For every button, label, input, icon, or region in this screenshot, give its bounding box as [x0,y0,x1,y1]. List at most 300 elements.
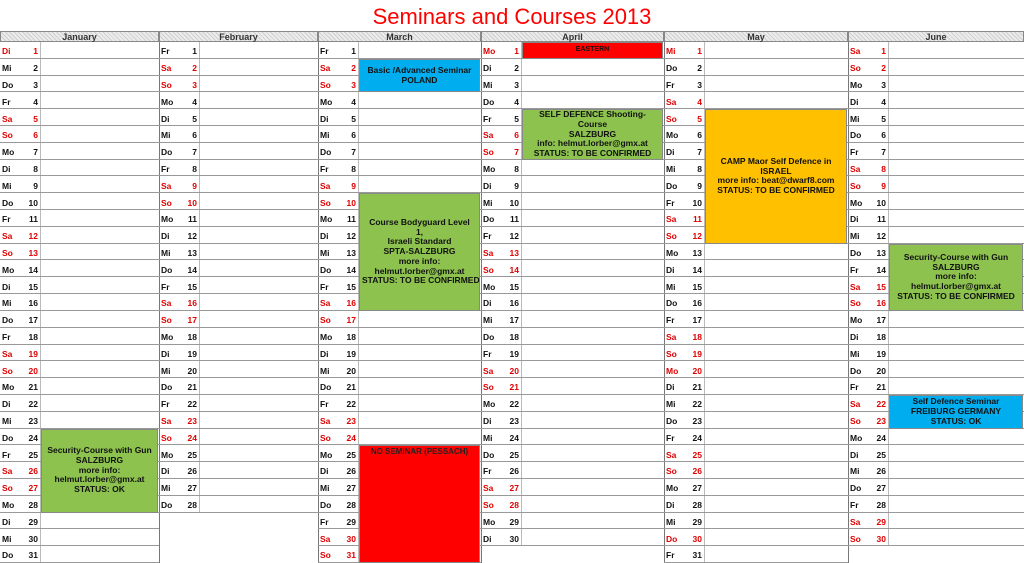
day-divider [40,210,41,226]
weekday-label: Di [2,163,11,174]
day-divider [521,210,522,226]
weekday-label: Mo [2,500,15,511]
weekday-label: Mi [161,365,171,376]
day-cell [481,345,664,362]
day-divider [40,126,41,142]
day-cell [159,92,318,109]
day-cell [664,462,848,479]
day-number: 11 [29,214,38,225]
event-text-line: Security-Course with Gun [47,445,152,456]
weekday-label: Fr [666,315,675,326]
day-divider [704,513,705,529]
weekday-label: Di [161,113,170,124]
month-header-january: January [0,31,159,42]
weekday-label: Di [483,298,492,309]
day-number: 9 [192,180,197,191]
day-number: 23 [187,416,197,427]
weekday-label: Fr [2,332,11,342]
day-number: 25 [876,449,886,460]
day-cell [481,277,664,294]
weekday-label: Do [850,483,862,494]
day-divider [521,160,522,176]
weekday-label: Mi [483,432,493,443]
day-cell [664,277,848,294]
event-text-line: more info: [935,271,977,282]
day-divider [888,176,889,192]
day-divider [358,160,359,176]
day-cell [481,462,664,479]
day-divider [358,42,359,58]
weekday-label: So [320,197,331,208]
day-number: 7 [514,147,519,158]
day-divider [199,361,200,377]
day-number: 29 [876,516,886,527]
weekday-label: So [850,416,861,427]
weekday-label: So [2,483,13,494]
weekday-label: Mi [483,315,493,326]
day-divider [358,395,359,411]
day-number: 28 [509,500,519,511]
day-divider [888,361,889,377]
day-cell [664,546,848,563]
day-divider [521,462,522,478]
day-divider [199,328,200,344]
day-divider [888,445,889,461]
day-number: 16 [692,298,702,309]
weekday-label: Sa [2,231,13,242]
day-divider [521,76,522,92]
day-number: 8 [697,163,702,174]
day-cell [159,378,318,395]
day-number: 31 [28,550,38,561]
day-divider [40,378,41,394]
weekday-label: Sa [2,466,13,477]
day-divider [199,176,200,192]
weekday-label: Mo [320,332,333,342]
weekday-label: Di [666,382,675,393]
day-cell [664,513,848,530]
day-number: 23 [876,416,886,427]
weekday-label: Di [666,264,675,275]
day-number: 22 [346,399,356,410]
day-number: 20 [187,365,197,376]
day-cell [0,143,159,160]
day-number: 7 [881,147,886,158]
day-cell [481,395,664,412]
month-header-may: May [664,31,848,42]
calendar-grid [0,31,1024,563]
weekday-label: Mi [666,516,676,527]
weekday-label: Mo [850,315,863,326]
day-cell [318,361,481,378]
weekday-label: Mo [666,247,679,258]
weekday-label: Mi [666,399,676,410]
day-number: 23 [509,416,519,427]
day-number: 2 [697,63,702,74]
weekday-label: Sa [161,180,172,191]
day-divider [199,479,200,495]
day-number: 9 [697,180,702,191]
day-cell [848,92,1024,109]
day-cell [848,529,1024,546]
weekday-label: Sa [320,533,331,544]
day-cell [848,210,1024,227]
day-number: 11 [693,214,702,225]
day-number: 27 [692,483,702,494]
day-cell [0,193,159,210]
day-divider [199,143,200,159]
weekday-label: Fr [666,79,675,90]
weekday-label: Mi [666,46,676,57]
weekday-label: Di [320,466,329,477]
weekday-label: Fr [483,113,492,124]
weekday-label: Di [483,533,492,544]
day-cell [481,210,664,227]
weekday-label: Sa [850,46,861,57]
day-number: 18 [346,332,356,342]
day-divider [888,462,889,478]
weekday-label: Fr [483,231,492,242]
day-cell [481,429,664,446]
day-number: 24 [509,432,519,443]
event-text-line: more info: [78,464,121,475]
day-number: 24 [692,432,702,443]
weekday-label: Do [2,550,14,561]
day-divider [888,227,889,243]
weekday-label: Do [483,214,495,225]
day-cell [159,294,318,311]
day-divider [888,42,889,58]
weekday-label: So [161,432,172,443]
day-cell [848,429,1024,446]
event-text-line: more info: beat@dwarf8.com [717,175,835,186]
weekday-label: Di [483,180,492,191]
day-cell [848,513,1024,530]
weekday-label: So [483,264,494,275]
weekday-label: Sa [666,96,677,107]
day-cell [318,176,481,193]
day-number: 23 [346,416,356,427]
day-cell [0,109,159,126]
day-divider [199,126,200,142]
day-divider [888,143,889,159]
event-text-line: Course Bodyguard Level [369,216,470,227]
day-number: 22 [876,399,886,410]
day-cell [664,260,848,277]
day-cell [848,361,1024,378]
weekday-label: Sa [483,365,494,376]
event-text-line: 1, [415,226,424,237]
day-number: 20 [692,365,702,376]
day-number: 31 [692,550,702,561]
day-number: 12 [692,231,702,242]
day-cell [481,412,664,429]
day-divider [521,59,522,75]
weekday-label: Do [850,365,862,376]
day-divider [521,176,522,192]
day-cell [664,76,848,93]
day-cell [159,462,318,479]
day-divider [358,109,359,125]
day-cell [318,126,481,143]
day-cell [848,126,1024,143]
day-number: 6 [881,130,886,141]
day-divider [888,429,889,445]
event-text-line: SPTA-SALZBURG [383,246,456,257]
event-text-line: SELF DEFENCE Shooting- [539,109,646,120]
day-number: 24 [187,432,197,443]
day-cell [481,328,664,345]
day-divider [888,345,889,361]
day-cell [664,429,848,446]
weekday-label: So [666,113,677,124]
weekday-label: So [320,79,331,90]
day-number: 20 [509,365,519,376]
day-divider [521,513,522,529]
day-divider [704,395,705,411]
day-number: 19 [346,348,356,359]
day-divider [521,412,522,428]
day-cell [159,496,318,513]
event-text-line: Course [577,118,608,129]
day-number: 30 [876,533,886,544]
day-number: 7 [351,147,356,158]
day-number: 17 [28,315,38,326]
day-number: 4 [697,96,702,107]
day-cell [0,513,159,530]
day-cell [848,176,1024,193]
day-divider [358,126,359,142]
day-number: 4 [192,96,197,107]
day-cell [159,59,318,76]
day-number: 17 [876,315,886,326]
day-divider [704,260,705,276]
day-number: 30 [28,533,38,544]
month-header-february: February [159,31,318,42]
weekday-label: Do [320,147,332,158]
day-divider [40,42,41,58]
event-text-line: helmut.lorber@gmx.at [54,474,145,485]
day-number: 12 [876,231,886,242]
day-cell [318,109,481,126]
event-jun-selfdefence [889,395,1023,429]
weekday-label: Di [2,281,11,292]
day-number: 17 [509,315,519,326]
weekday-label: Do [850,247,862,258]
day-number: 19 [28,348,38,359]
day-cell [481,59,664,76]
day-cell [0,378,159,395]
weekday-label: Mo [850,79,863,90]
day-number: 10 [876,197,886,208]
day-divider [888,210,889,226]
day-number: 11 [188,214,197,225]
day-cell [159,244,318,261]
day-divider [358,378,359,394]
month-header-march: March [318,31,481,42]
day-cell [848,76,1024,93]
day-divider [704,42,705,58]
day-divider [40,395,41,411]
weekday-label: Fr [320,163,329,174]
day-number: 10 [692,197,702,208]
day-cell [0,546,159,563]
day-cell [481,529,664,546]
weekday-label: Sa [483,247,494,258]
day-cell [481,193,664,210]
day-number: 22 [509,399,519,410]
weekday-label: Mo [483,163,496,174]
day-cell [159,395,318,412]
weekday-label: Mo [666,130,679,141]
day-number: 1 [351,46,356,57]
day-number: 26 [28,466,38,477]
weekday-label: Sa [2,348,13,359]
day-number: 19 [876,348,886,359]
day-number: 14 [28,264,38,275]
day-divider [704,294,705,310]
event-text-line: POLAND [401,74,438,85]
day-number: 19 [509,348,519,359]
day-cell [481,361,664,378]
day-divider [704,378,705,394]
event-text-line: helmut.lorber@gmx.at [374,265,465,276]
weekday-label: Do [850,130,862,141]
weekday-label: So [850,63,861,74]
day-number: 2 [514,63,519,74]
day-cell [0,126,159,143]
day-divider [888,59,889,75]
day-divider [358,412,359,428]
day-cell [0,277,159,294]
day-divider [40,109,41,125]
day-number: 8 [351,163,356,174]
day-number: 10 [28,197,38,208]
day-divider [704,59,705,75]
weekday-label: Fr [161,163,170,174]
weekday-label: So [666,466,677,477]
day-divider [521,244,522,260]
day-number: 6 [697,130,702,141]
day-divider [521,361,522,377]
day-number: 13 [28,247,38,258]
day-divider [888,311,889,327]
day-cell [0,176,159,193]
day-cell [848,227,1024,244]
day-divider [199,496,200,512]
day-divider [199,378,200,394]
month-header-april: April [481,31,664,42]
day-number: 3 [351,79,356,90]
day-number: 21 [509,382,519,393]
day-cell [664,328,848,345]
event-jan-security [41,429,158,513]
day-divider [521,260,522,276]
day-cell [664,42,848,59]
weekday-label: Do [2,79,14,90]
day-divider [199,210,200,226]
weekday-label: Sa [2,113,13,124]
day-cell [159,412,318,429]
day-cell [159,42,318,59]
day-cell [848,345,1024,362]
day-divider [40,294,41,310]
day-cell [481,176,664,193]
weekday-label: Fr [2,214,11,225]
day-divider [888,160,889,176]
day-number: 28 [876,500,886,511]
weekday-label: Fr [320,516,329,527]
day-cell [159,76,318,93]
weekday-label: Fr [850,500,859,511]
day-number: 18 [876,332,886,342]
weekday-label: Di [2,516,11,527]
day-cell [159,311,318,328]
weekday-label: Do [666,533,678,544]
day-number: 5 [697,113,702,124]
day-divider [199,160,200,176]
day-number: 2 [192,63,197,74]
weekday-label: Do [2,432,14,443]
day-number: 28 [346,500,356,511]
weekday-label: Fr [2,96,11,107]
day-divider [40,345,41,361]
day-number: 28 [692,500,702,511]
weekday-label: Mi [666,281,676,292]
weekday-label: Fr [666,197,675,208]
day-cell [481,445,664,462]
day-divider [521,479,522,495]
event-text-line: info: helmut.lorber@gmx.at [537,138,648,149]
day-divider [521,193,522,209]
day-cell [664,294,848,311]
event-mar-pessach [359,445,480,563]
day-number: 9 [514,180,519,191]
weekday-label: Sa [320,298,331,309]
day-cell [159,109,318,126]
day-divider [40,176,41,192]
weekday-label: Di [320,113,329,124]
weekday-label: Do [666,180,678,191]
day-number: 30 [346,533,356,544]
weekday-label: Di [320,231,329,242]
weekday-label: Mo [320,96,333,107]
day-cell [159,445,318,462]
weekday-label: Mo [161,96,174,107]
weekday-label: Di [161,348,170,359]
weekday-label: Fr [850,264,859,275]
day-number: 15 [876,281,886,292]
day-number: 21 [187,382,197,393]
day-divider [888,513,889,529]
day-number: 16 [28,298,38,309]
weekday-label: So [320,315,331,326]
event-text-line: NO SEMINAR (PESSACH) [370,447,469,457]
day-number: 29 [28,516,38,527]
day-divider [704,328,705,344]
day-number: 5 [33,113,38,124]
day-number: 29 [509,516,519,527]
day-number: 16 [509,298,519,309]
weekday-label: Mo [320,214,333,225]
weekday-label: Do [483,449,495,460]
day-number: 19 [187,348,197,359]
day-divider [704,462,705,478]
day-number: 9 [351,180,356,191]
day-number: 18 [692,332,702,342]
day-divider [704,445,705,461]
weekday-label: Fr [483,348,492,359]
